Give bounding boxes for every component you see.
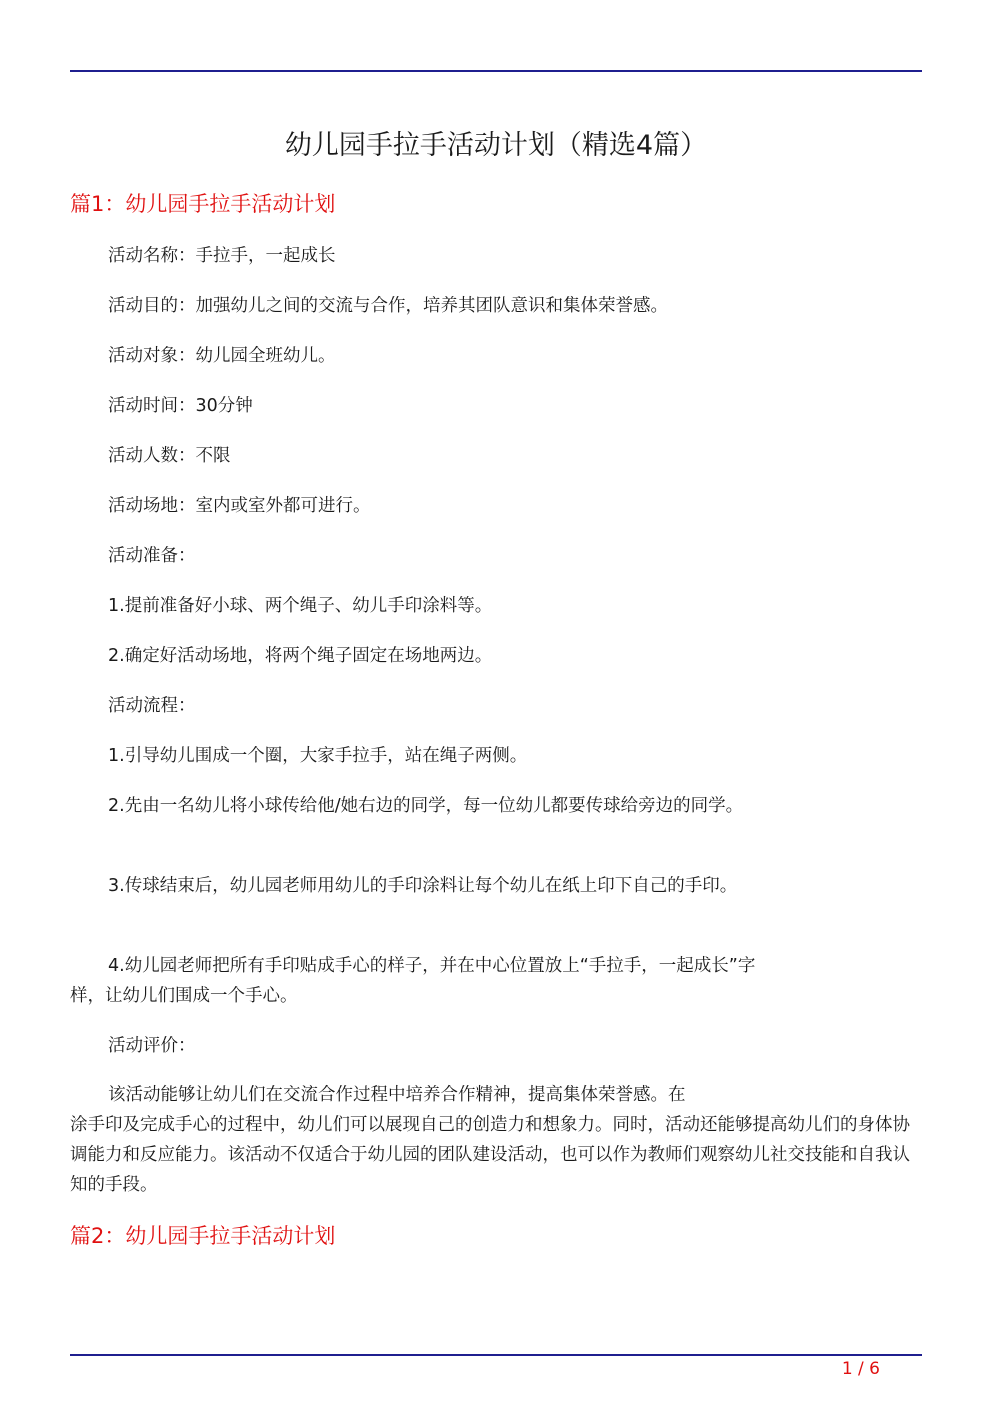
header-rule (70, 70, 922, 72)
paragraph: 活动评价： (108, 1036, 196, 1056)
paragraph: 2.确定好活动场地，将两个绳子固定在场地两边。 (108, 646, 493, 666)
paragraph: 涂手印及完成手心的过程中，幼儿们可以展现自己的创造力和想象力。同时，活动还能够提高幼儿们的身体协调能力和反应能力。该活动不仅适合于幼儿园的团队建设活动，也可以作为教师们观察幼儿社交技能和自我认知的手段。 (70, 1115, 910, 1195)
paragraph: 活动流程： (108, 696, 196, 716)
page-number: 1 / 6 (841, 1359, 880, 1379)
paragraph: 活动人数：不限 (108, 446, 231, 466)
paragraph: 活动时间：30分钟 (108, 396, 253, 416)
paragraph: 活动场地：室内或室外都可进行。 (108, 496, 371, 516)
paragraph: 3.传球结束后，幼儿园老师用幼儿的手印涂料让每个幼儿在纸上印下自己的手印。 (108, 876, 738, 896)
paragraph: 2.先由一名幼儿将小球传给他/她右边的同学，每一位幼儿都要传球给旁边的同学。 (108, 796, 744, 816)
paragraph: 活动对象：幼儿园全班幼儿。 (108, 346, 336, 366)
document-title: 幼儿园手拉手活动计划（精选4篇） (284, 130, 708, 161)
paragraph: 1.提前准备好小球、两个绳子、幼儿手印涂料等。 (108, 596, 493, 616)
paragraph: 4.幼儿园老师把所有手印贴成手心的样子，并在中心位置放上“手拉手，一起成长”字样，让幼儿们围成一个手心。 (70, 956, 756, 1006)
paragraph: 1.引导幼儿围成一个圈，大家手拉手，站在绳子两侧。 (108, 746, 528, 766)
paragraph: 活动准备： (108, 546, 196, 566)
section-1-title: 篇1：幼儿园手拉手活动计划 (70, 192, 336, 216)
paragraph: 活动目的：加强幼儿之间的交流与合作，培养其团队意识和集体荣誉感。 (108, 296, 668, 316)
paragraph: 该活动能够让幼儿们在交流合作过程中培养合作精神，提高集体荣誉感。在 (108, 1085, 686, 1105)
section-2-title: 篇2：幼儿园手拉手活动计划 (70, 1224, 336, 1248)
paragraph: 活动名称：手拉手，一起成长 (108, 246, 336, 266)
